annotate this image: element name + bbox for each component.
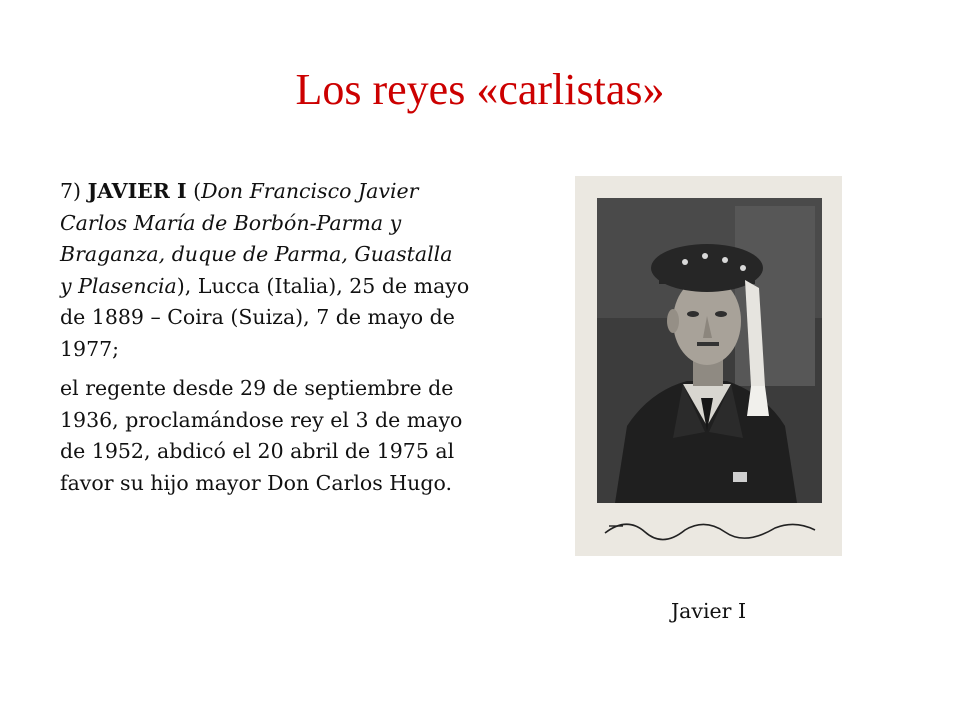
portrait-photo <box>575 176 842 556</box>
open-paren: ( <box>186 179 202 203</box>
full-name-title: Don Francisco Javier Carlos María de Borbón-Parma y Braganza, duque de Parma, Guastalla y Plasencia <box>60 179 453 298</box>
item-number: 7) <box>60 179 88 203</box>
portrait-image <box>575 176 842 556</box>
biography-text <box>60 176 470 507</box>
king-name: JAVIER I <box>87 179 187 203</box>
birth-death-details: ), Lucca (Italia), 25 de mayo de 1889 – Coira (Suiza), 7 de mayo de 1977; <box>60 273 470 361</box>
portrait-caption: Javier I <box>670 599 747 623</box>
slide-title: Los reyes «carlistas» <box>295 65 665 114</box>
biography-paragraph-2: el regente desde 29 de septiembre de 1936, proclamándose rey el 3 de mayo de 1952, abdicó el 20 abril de 1975 al favor su hijo mayor Don Carlos Hugo. <box>60 376 463 495</box>
biography-paragraph-1 <box>60 176 470 365</box>
